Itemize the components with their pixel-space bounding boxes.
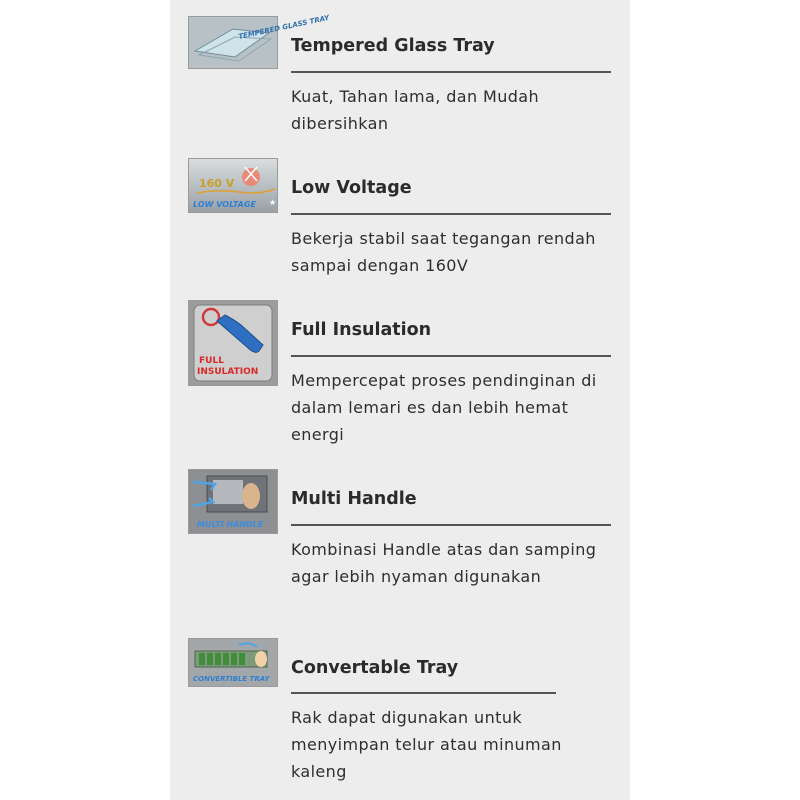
- feature-low-voltage: [188, 158, 618, 278]
- svg-text:CONVERTIBLE TRAY: CONVERTIBLE TRAY: [193, 675, 270, 683]
- title-divider: [291, 692, 556, 694]
- feature-description: Kombinasi Handle atas dan samping agar lebih nyaman digunakan: [291, 540, 597, 586]
- feature-description: Bekerja stabil saat tegangan rendah sampai dengan 160V: [291, 229, 596, 275]
- feature-multi-handle: [188, 469, 618, 609]
- title-divider: [291, 524, 611, 526]
- feature-title: Low Voltage: [291, 178, 412, 198]
- svg-text:160 V: 160 V: [199, 177, 235, 190]
- feature-tempered-glass: [188, 13, 618, 136]
- feature-panel: [170, 0, 630, 800]
- feature-description: Rak dapat digunakan untuk menyimpan telur atau minuman kaleng: [291, 708, 562, 781]
- feature-description: Kuat, Tahan lama, dan Mudah dibersihkan: [291, 87, 540, 133]
- svg-text:LOW VOLTAGE: LOW VOLTAGE: [193, 200, 256, 209]
- convertible-tray-icon: [188, 638, 278, 687]
- feature-title: Tempered Glass Tray: [291, 36, 495, 56]
- feature-full-insulation: [188, 300, 618, 450]
- svg-text:★: ★: [269, 198, 277, 207]
- feature-description: Mempercepat proses pendinginan di dalam lemari es dan lebih hemat energi: [291, 371, 597, 444]
- svg-text:FULL: FULL: [199, 356, 224, 366]
- feature-title: Full Insulation: [291, 320, 432, 340]
- svg-text:MULTI HANDLE: MULTI HANDLE: [197, 520, 264, 529]
- svg-text:TEMPERED GLASS TRAY: TEMPERED GLASS TRAY: [237, 13, 331, 41]
- title-divider: [291, 355, 611, 357]
- title-divider: [291, 213, 611, 215]
- feature-title: Convertable Tray: [291, 658, 459, 678]
- insulation-icon: [188, 300, 278, 386]
- title-divider: [291, 71, 611, 73]
- feature-title: Multi Handle: [291, 489, 417, 509]
- multi-handle-icon: [188, 469, 278, 534]
- tempered-glass-icon: [188, 13, 331, 69]
- low-voltage-icon: [188, 158, 278, 213]
- feature-convertable-tray: [188, 638, 618, 788]
- svg-text:INSULATION: INSULATION: [197, 367, 259, 377]
